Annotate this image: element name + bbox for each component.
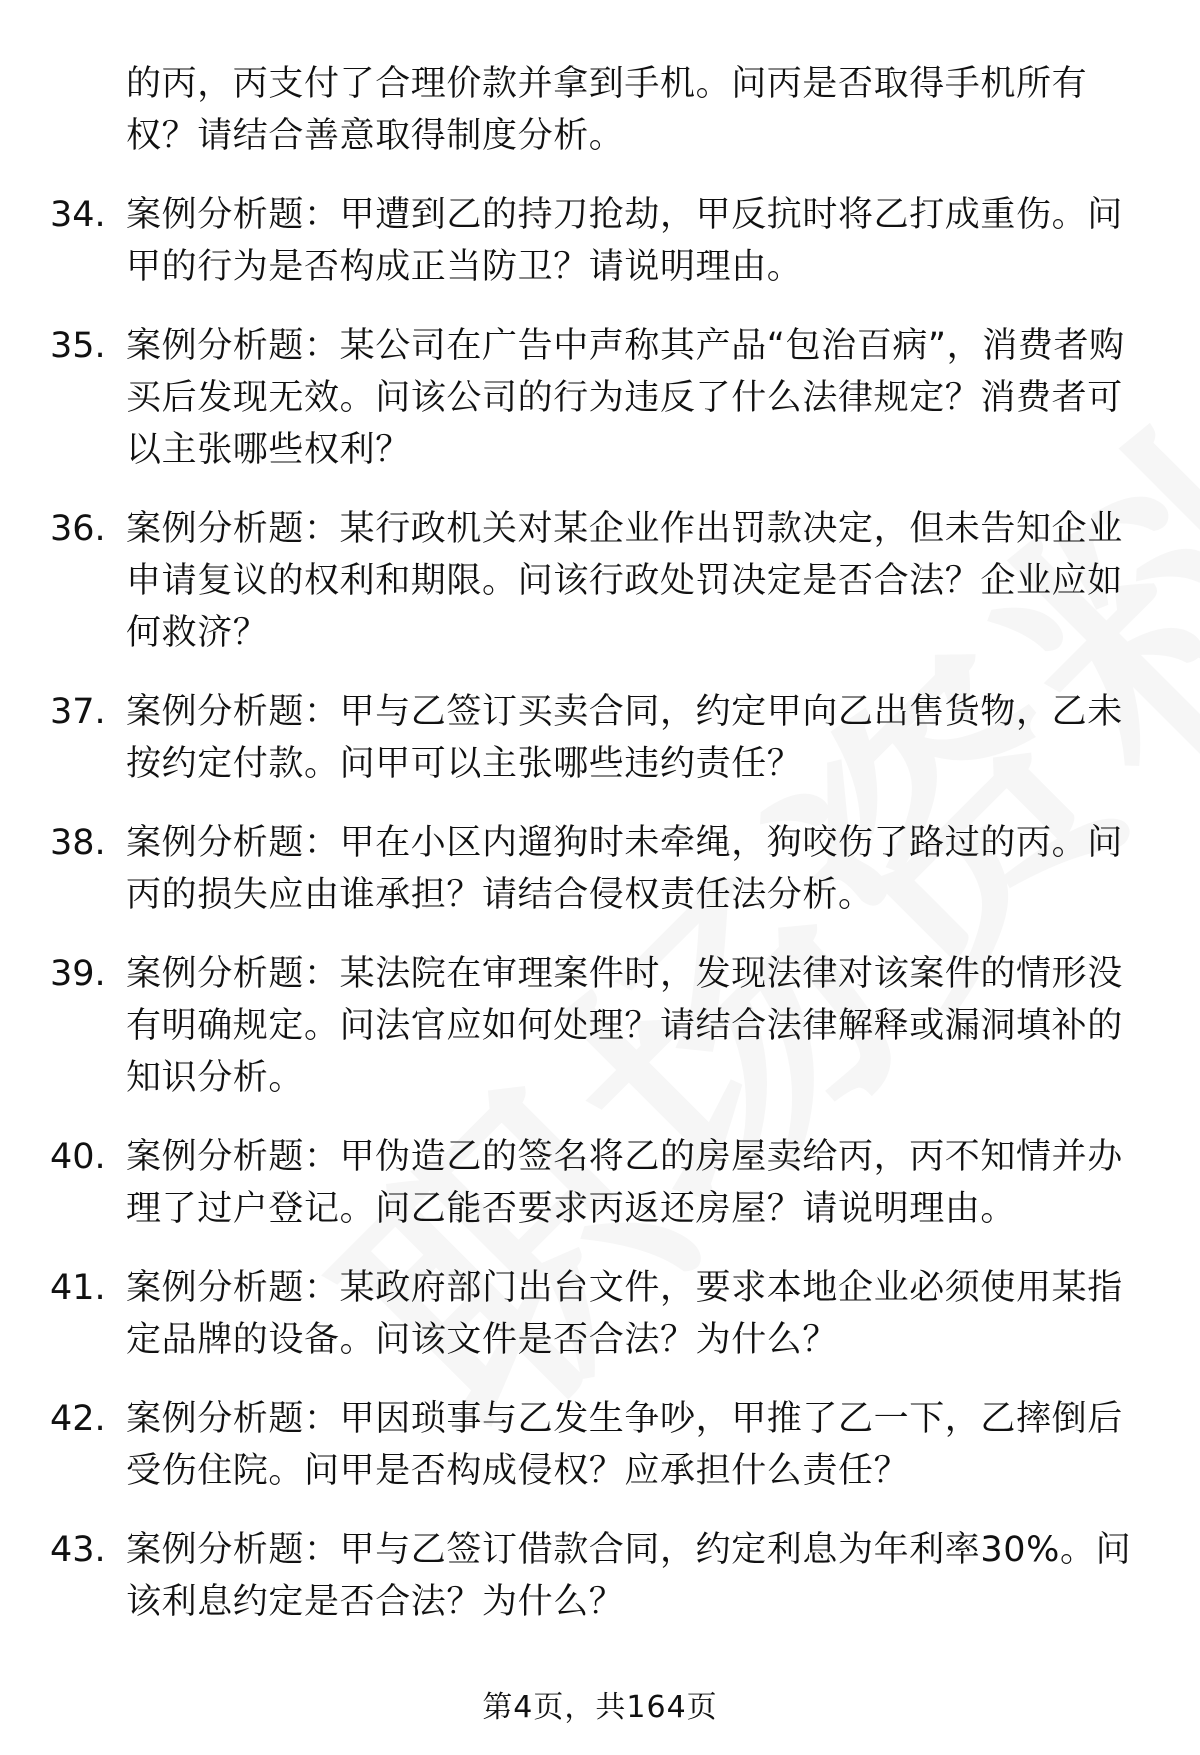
question-item	[0, 1262, 1200, 1366]
question-number: 37.	[50, 692, 106, 732]
question-text: 案例分析题：某政府部门出台文件，要求本地企业必须使用某指定品牌的设备。问该文件是否合法？为什么？	[126, 1268, 1123, 1360]
question-item	[0, 1393, 1200, 1497]
question-list	[0, 58, 1200, 1655]
question-item	[0, 948, 1200, 1104]
question-number: 42.	[50, 1399, 106, 1439]
question-text: 案例分析题：甲遭到乙的持刀抢劫，甲反抗时将乙打成重伤。问甲的行为是否构成正当防卫？请说明理由。	[126, 195, 1123, 287]
question-number: 43.	[50, 1530, 106, 1570]
question-number: 34.	[50, 195, 106, 235]
question-item	[0, 686, 1200, 790]
question-number: 41.	[50, 1268, 106, 1308]
question-text: 案例分析题：甲因琐事与乙发生争吵，甲推了乙一下，乙摔倒后受伤住院。问甲是否构成侵权？应承担什么责任？	[126, 1399, 1123, 1491]
question-text: 案例分析题：某行政机关对某企业作出罚款决定，但未告知企业申请复议的权利和期限。问该行政处罚决定是否合法？企业应如何救济？	[126, 509, 1123, 653]
question-text: 案例分析题：某法院在审理案件时，发现法律对该案件的情形没有明确规定。问法官应如何处理？请结合法律解释或漏洞填补的知识分析。	[126, 954, 1123, 1098]
question-text: 案例分析题：甲与乙签订买卖合同，约定甲向乙出售货物，乙未按约定付款。问甲可以主张哪些违约责任？	[126, 692, 1123, 784]
question-item	[0, 189, 1200, 293]
question-item	[0, 503, 1200, 659]
question-number: 36.	[50, 509, 106, 549]
continued-question-text: 的丙，丙支付了合理价款并拿到手机。问丙是否取得手机所有权？请结合善意取得制度分析。	[126, 64, 1088, 156]
question-number: 35.	[50, 326, 106, 366]
question-item	[0, 1524, 1200, 1628]
question-number: 38.	[50, 823, 106, 863]
question-text: 案例分析题：甲与乙签订借款合同，约定利息为年利率30%。问该利息约定是否合法？为什么？	[126, 1530, 1132, 1622]
question-item	[0, 817, 1200, 921]
question-text: 案例分析题：某公司在广告中声称其产品“包治百病”，消费者购买后发现无效。问该公司的行为违反了什么法律规定？消费者可以主张哪些权利？	[126, 326, 1125, 470]
question-item	[0, 1131, 1200, 1235]
question-number: 40.	[50, 1137, 106, 1177]
question-item	[0, 320, 1200, 476]
page-footer: 第4页，共164页	[482, 1690, 718, 1725]
question-text: 案例分析题：甲在小区内遛狗时未牵绳，狗咬伤了路过的丙。问丙的损失应由谁承担？请结合侵权责任法分析。	[126, 823, 1123, 915]
question-number: 39.	[50, 954, 106, 994]
question-text: 案例分析题：甲伪造乙的签名将乙的房屋卖给丙，丙不知情并办理了过户登记。问乙能否要求丙返还房屋？请说明理由。	[126, 1137, 1123, 1229]
